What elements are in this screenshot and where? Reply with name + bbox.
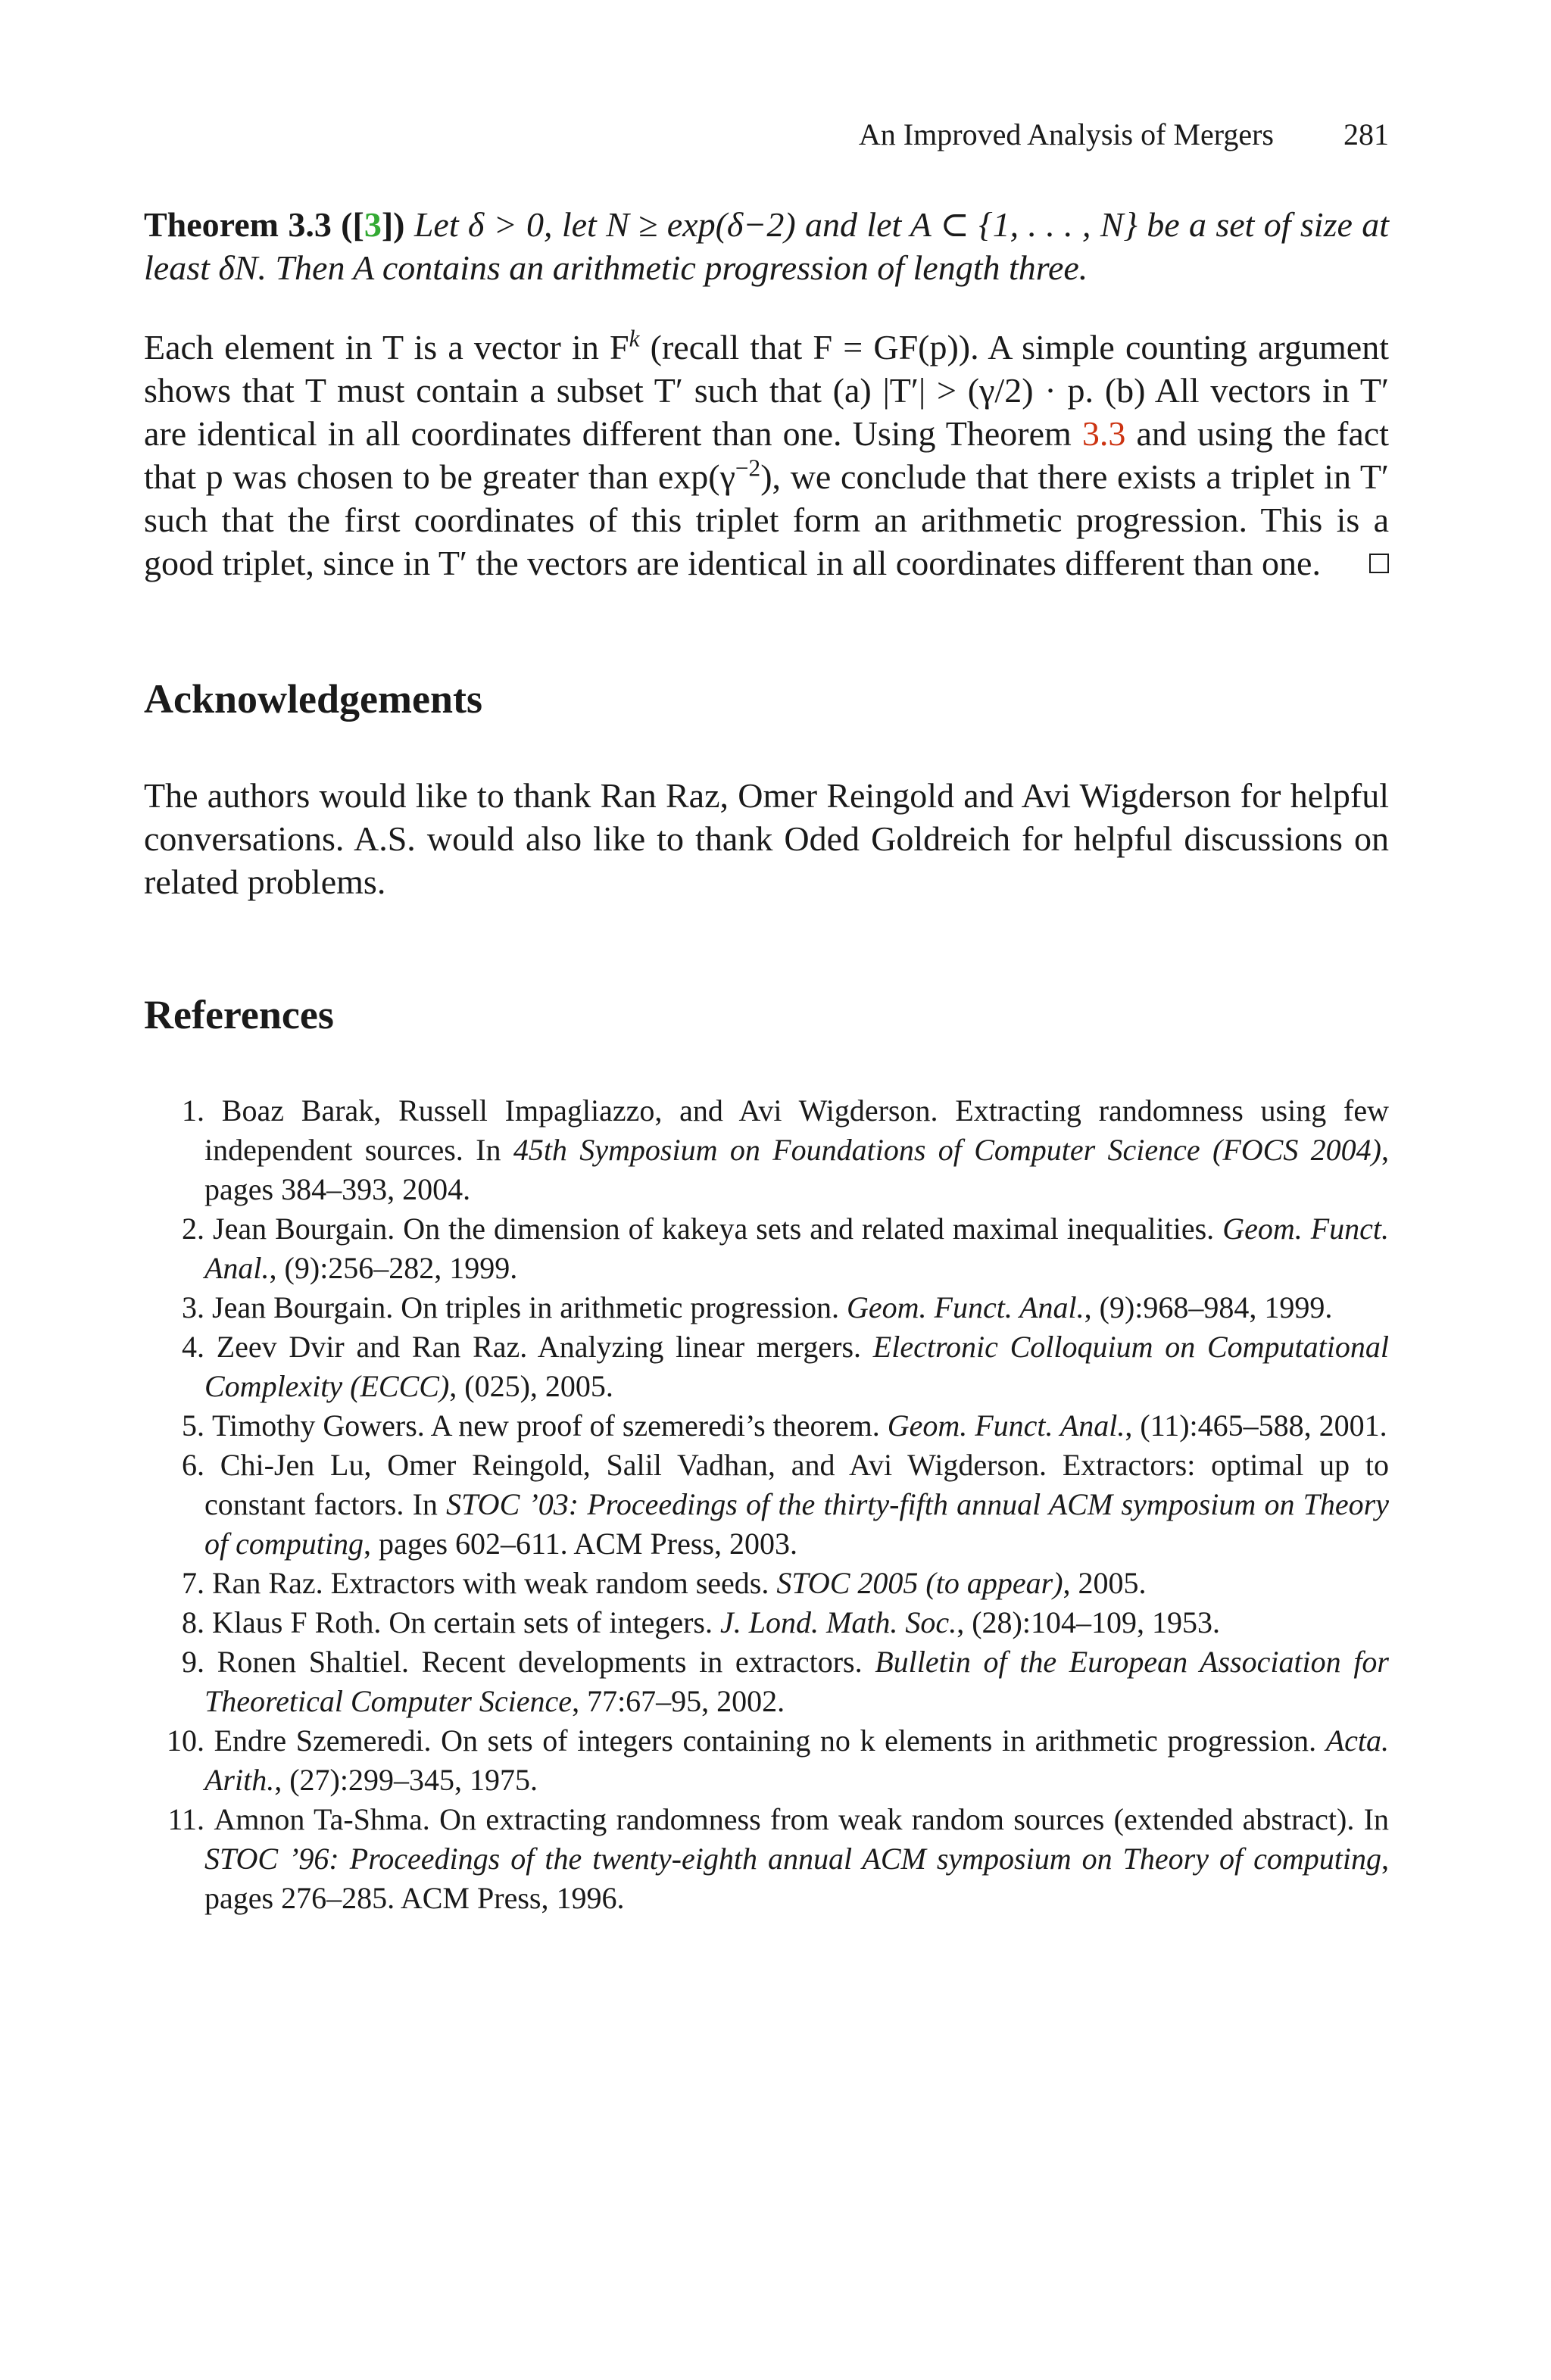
reference-text [204,1564,1389,1603]
reference-details: , (025), 2005. [449,1369,613,1403]
acknowledgements-text: The authors would like to thank Ran Raz, Omer Reingold and Avi Wigderson for helpful conversations. A.S. would also like to thank Oded Goldreich for helpful discussions on related problems. [144,776,1389,901]
theorem-3-3 [144,203,1389,289]
reference-authors-title: Ronen Shaltiel. Recent developments in extractors. [217,1645,875,1679]
reference-text [204,1603,1389,1642]
superscript-neg2: −2 [735,454,761,482]
reference-venue: STOC 2005 (to appear) [776,1566,1063,1600]
reference-item [144,1721,1389,1800]
reference-details: , 77:67–95, 2002. [572,1684,785,1718]
reference-details: , 2005. [1063,1566,1147,1600]
reference-venue: Electronic Colloquium on Computational Complexity (ECCC) [204,1330,1390,1403]
running-head [144,114,1389,156]
reference-venue: Acta. Arith. [204,1723,1390,1797]
reference-item [144,1288,1389,1327]
reference-authors-title: Jean Bourgain. On triples in arithmetic progression. [212,1290,847,1324]
running-head-title: An Improved Analysis of Mergers [858,117,1274,151]
proof-text-3: and using the fact that p was chosen to be greater than exp(γ [144,414,1389,496]
reference-number: 10. [167,1723,204,1758]
reference-text [204,1327,1389,1406]
theorem-ref-link[interactable]: 3.3 [1081,414,1126,453]
reference-venue: Geom. Funct. Anal. [204,1212,1390,1285]
reference-details: , (27):299–345, 1975. [274,1763,538,1797]
reference-authors-title: Timothy Gowers. A new proof of szemeredi’s theorem. [212,1408,888,1443]
reference-number: 4. [182,1330,204,1364]
reference-authors-title: Chi-Jen Lu, Omer Reingold, Salil Vadhan, and Avi Wigderson. Extractors: optimal up to constant factors. In [204,1448,1390,1521]
references-heading: References [144,992,334,1037]
reference-text [204,1091,1389,1209]
reference-number: 8. [182,1605,204,1639]
reference-item [144,1327,1389,1406]
reference-venue: J. Lond. Math. Soc. [720,1605,957,1639]
reference-venue: Geom. Funct. Anal. [887,1408,1125,1443]
reference-item [144,1800,1389,1918]
qed-square-icon [1369,554,1389,573]
reference-text [204,1721,1389,1800]
reference-venue: STOC ’03: Proceedings of the thirty-fifth annual ACM symposium on Theory of computing [204,1487,1389,1561]
proof-text-1: Each element in T is a vector in F [144,328,629,367]
reference-text [204,1406,1389,1446]
reference-text [204,1209,1389,1288]
reference-number: 9. [182,1645,204,1679]
reference-number: 1. [182,1093,204,1128]
reference-authors-title: Boaz Barak, Russell Impagliazzo, and Avi Wigderson. Extracting randomness using few independent sources. In [204,1093,1389,1167]
reference-authors-title: Amnon Ta-Shma. On extracting randomness from weak random sources (extended abstract). In [214,1802,1390,1836]
reference-number: 6. [182,1448,204,1482]
reference-number: 7. [182,1566,204,1600]
acknowledgements-heading: Acknowledgements [144,676,482,722]
reference-item [144,1209,1389,1288]
theorem-body: Let δ > 0, let N ≥ exp(δ−2) and let A ⊂ {1, . . . , N} be a set of size at least δN. Then A contains an arithmetic progression of length three. [144,205,1390,287]
reference-number: 3. [182,1290,204,1324]
reference-item [144,1564,1389,1603]
reference-text [204,1446,1389,1564]
citation-close: ]) [381,205,405,244]
proof-text-4: ), we conclude that there exists a triplet in T′ such that the first coordinates of this triplet form an arithmetic progression. This is a good triplet, since in T′ the vectors are identical in all coordinates different than one. [144,457,1389,582]
reference-authors-title: Ran Raz. Extractors with weak random seeds. [212,1566,777,1600]
reference-venue: Geom. Funct. Anal. [847,1290,1084,1324]
page [144,114,1389,1918]
reference-item [144,1091,1389,1209]
reference-venue: Bulletin of the European Association for Theoretical Computer Science [204,1645,1389,1718]
proof-text-2: (recall that F = GF(p)). A simple counting argument shows that T must contain a subset T′ such that (a) |T′| > (γ/2) · p. (b) All vectors in T′ are identical in all coordinates different than one. Using Theorem [144,328,1389,453]
reference-details: , (28):104–109, 1953. [957,1605,1220,1639]
reference-number: 5. [182,1408,204,1443]
reference-item [144,1642,1389,1721]
reference-details: , pages 384–393, 2004. [204,1133,1389,1206]
reference-details: , pages 602–611. ACM Press, 2003. [363,1527,797,1561]
reference-text [204,1288,1389,1327]
proof-paragraph [144,326,1389,585]
reference-details: , (11):465–588, 2001. [1125,1408,1387,1443]
reference-text [204,1642,1389,1721]
reference-details: , (9):968–984, 1999. [1084,1290,1333,1324]
reference-venue: 45th Symposium on Foundations of Computer Science (FOCS 2004) [513,1133,1381,1167]
superscript-k: k [629,325,640,352]
reference-authors-title: Klaus F Roth. On certain sets of integers. [212,1605,720,1639]
reference-venue: STOC ’96: Proceedings of the twenty-eighth annual ACM symposium on Theory of computing [204,1842,1381,1876]
reference-number: 2. [182,1212,204,1246]
reference-number: 11. [167,1802,204,1836]
reference-item [144,1446,1389,1564]
citation-link-3[interactable]: 3 [364,205,382,244]
reference-authors-title: Endre Szemeredi. On sets of integers containing no k elements in arithmetic progression. [214,1723,1326,1758]
references-list [144,1091,1389,1918]
citation-open: ([ [331,205,364,244]
reference-item [144,1406,1389,1446]
reference-details: , (9):256–282, 1999. [269,1251,518,1285]
reference-details: , pages 276–285. ACM Press, 1996. [204,1842,1389,1915]
page-number: 281 [1343,117,1389,151]
reference-authors-title: Jean Bourgain. On the dimension of kakeya sets and related maximal inequalities. [213,1212,1223,1246]
reference-authors-title: Zeev Dvir and Ran Raz. Analyzing linear mergers. [216,1330,873,1364]
reference-item [144,1603,1389,1642]
reference-text [204,1800,1389,1918]
theorem-label: Theorem 3.3 [144,205,332,244]
